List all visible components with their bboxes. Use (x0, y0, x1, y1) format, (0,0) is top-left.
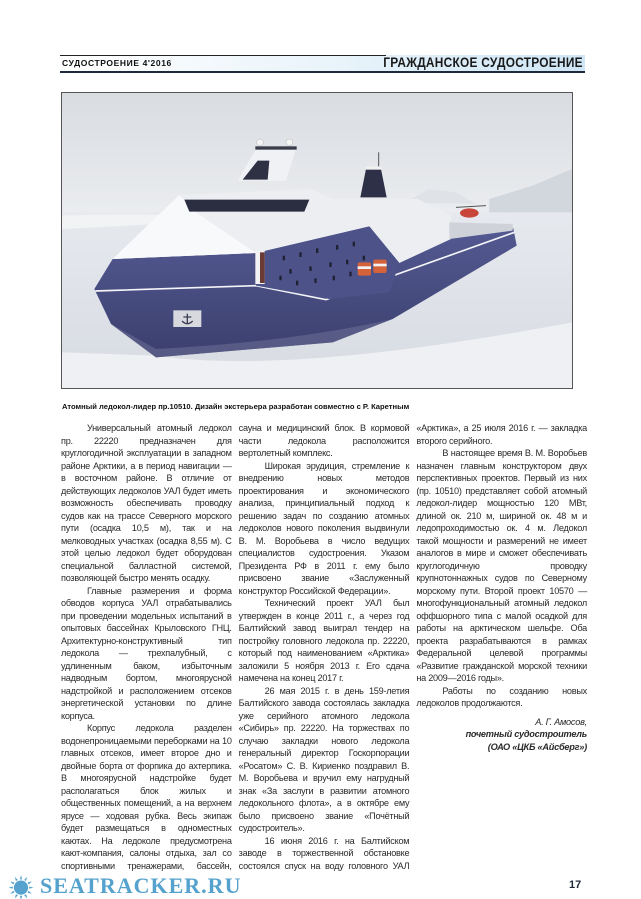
header-rule (60, 55, 386, 56)
author-signature (416, 716, 587, 754)
paragraph: Широкая эрудиция, стремление к внедрению новых методов проектирования и экономического анализа, принципиальный подход к решению задач по созданию атомных ледоколов нового поколения выдвинули В. М. Воробьева в число ведущих специалистов судостроения. Указом Президента РФ в 2011 г. ему было присвоено звание «Заслуженный конструктор Российской Федерации». (238, 460, 410, 596)
watermark (0, 874, 641, 899)
paragraph: 26 мая 2015 г. в день 159-летия Балтийского завода состоялась закладка уже серийного атомного ледокола «Сибирь» пр. 22220. На торжествах по случаю закладки нового ледокола генеральный директор Госкорпорации «Росатом» С. В. Кириенко поздравил В. М. Воробьева и вручил ему нагрудный знак «За заслуги в развитии атомного ледокольного флота», а в октябре ему было присвоено звание «Почётный судостроитель». (238, 685, 410, 833)
running-header (60, 55, 585, 73)
icebreaker-illustration (62, 93, 572, 388)
author-name: А. Г. Амосов, (535, 716, 587, 727)
paragraph: Технический проект УАЛ был утвержден в конце 2011 г., а через год Балтийский завод выиграл тендер на постройку головного ледокола пр. 22220, который под наименованием «Арктика» заложили 5 ноября 2013 г. Его сдача намечена на конец 2017 г. (238, 598, 410, 683)
sun-logo-icon (6, 874, 36, 899)
article-body (61, 422, 587, 872)
figure-caption: Атомный ледокол-лидер пр.10510. Дизайн экстерьера разработан совместно с Р. Каретным (62, 402, 410, 411)
page-number: 17 (569, 879, 582, 891)
helicopter (460, 208, 479, 217)
author-organization: (ОАО «ЦКБ «Айсберг») (487, 741, 587, 752)
author-title: почетный судостроитель (465, 729, 587, 739)
icebreaker-render-image (61, 92, 573, 389)
journal-issue: СУДОСТРОЕНИЕ 4'2016 (62, 58, 172, 68)
paragraph: 16 июня 2016 г. на Балтийском заводе в торжественной обстановке состоялся спуск на воду головного УАЛ «Арктика», а 25 июля 2016 г. — закладка второго серийного. (238, 423, 587, 871)
section-title: ГРАЖДАНСКОЕ СУДОСТРОЕНИЕ (383, 55, 583, 70)
bridge-windows (184, 200, 309, 212)
paragraph: Корпус ледокола разделен водонепроницаемыми переборками на 10 главных отсеков, имеет второе дно и двойные борта от форпика до ахтерпика. В многоярусной надстройке будет располагаться блок жилых и общественных помещений, а на верхнем ярусе — ходовая рубка. Весь экипаж будет размещаться в одноместных каютах. На ледоколе предусмотрена кают-компания, салоны отдыха, зал со спортивными тренажерами, бассейн, сауна и медицинский блок. В кормовой части ледокола расположится вертолетный комплекс. (61, 423, 410, 871)
paragraph: Универсальный атомный ледокол пр. 22220 предназначен для круглогодичной эксплуатации в западном районе Арктики, а в период навигации — в восточном районе. В отличие от действующих ледоколов УАЛ будет иметь возможность обеспечивать проводку судов как на трассе Северного морского пути (осадка 10,5 м), так и на мелководных участках (осадка 8,55 м). С этой целью ледокол будет оборудован специальной балластной системой, позволяющей быстро менять осадку. (61, 423, 232, 583)
paragraph: Главные размерения и форма обводов корпуса УАЛ отрабатывались при проведении модельных испытаний в опытовых бассейнах Крыловского ГНЦ. Архитектурно-конструктивный тип ледокола — трехпалубный, с удлиненным баком, избыточным надводным бортом, многоярусной надстройкой и расположением отсеков энергетической установки по длине корпуса. (61, 585, 232, 721)
paragraph: В настоящее время В. М. Воробьев назначен главным конструктором двух перспективных проектов. Первый из них (пр. 10510) представляет собой атомный ледокол-лидер мощностью 120 МВт, длиной ок. 210 м, шириной ок. 48 м и ледопроходимостью ок. 4 м. Ледокол такой мощности и размерений не имеет аналогов в мире и сможет обеспечивать круглогодичную проводку крупнотоннажных судов по Северному морскому пути. Второй проект 10570 — многофункциональный атомный ледокол оффшорного типа с малой осадкой для работы на арктическом шельфе. Оба проекта разрабатываются в рамках Федеральной целевой программы «Развитие гражданской морской техники на 2009—2016 годы». (416, 448, 587, 683)
paragraph: Работы по созданию новых ледоколов продолжаются. (416, 685, 587, 708)
watermark-text: SEATRACKER.RU (40, 873, 242, 898)
